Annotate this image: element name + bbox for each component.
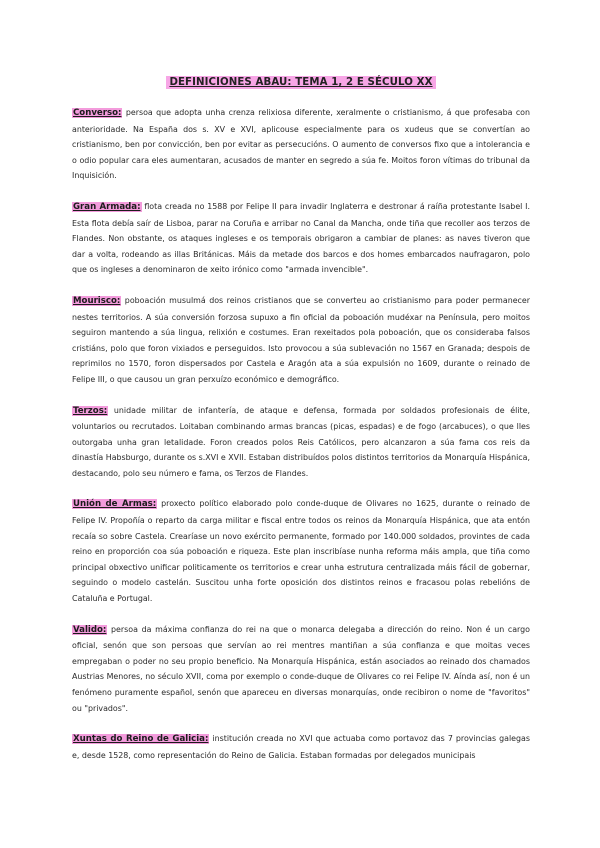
definition-text: unidade militar de infantería, de ataque e defensa, formada por soldados profesionais de élite, voluntarios ou recrutados. Loitaban combinando armas brancas (picas, espadas) e de fogo (arcabuces), o que lles outorgaba unha gran letalidade. Foron creados polos Reis Católicos, pero alcanzaron a súa fama cos reis da dinastía Habsburgo, durante os s.XVI e XVII. Estaban distribuídos polos distintos territorios da Monarquía Hispánica, destacando, polo seu número e fama, os Terzos de Flandes. [72, 405, 530, 478]
term-highlight: Terzos: [73, 405, 108, 416]
term-highlight: Unión de Armas: [73, 499, 157, 510]
entry-xuntas [72, 731, 530, 763]
definition-text: poboación musulmá dos reinos cristianos que se converteu ao cristianismo para poder permanecer nestes territorios. A súa conversión forzosa supuxo a fin oficial da poboación mudéxar na Península, pero moitos seguiron mantendo a súa lingua, relixión e costumes. Eran rexeitados pola poboación, que os consideraba falsos cristiáns, polo que foron vixiados e perseguidos. Isto provocou a súa sublevación no 1567 en Granada; despois de reprimilos no 1570, foron dispersados por Castela e Aragón ata a súa expulsión no 1609, durante o reinado de Felipe III, o que causou un gran perxuízo económico e demográfico. [72, 295, 530, 384]
entry-valido [72, 622, 530, 717]
term-highlight: Valido: [73, 624, 107, 635]
entry-gran-armada [72, 199, 530, 278]
entry-mourisco [72, 293, 530, 388]
term-highlight: Converso: [73, 108, 122, 118]
term-highlight: Mourisco: [73, 295, 121, 306]
definition-text: proxecto político elaborado polo conde-duque de Olivares no 1625, durante o reinado de Felipe IV. Propoñía o reparto da carga militar e fiscal entre todos os reinos da Monarquía Hispánica, que ata entón recaía so sobre Castela. Crearíase un novo exército permanente, formado por 140.000 soldados, provintes de cada reino en proporción coa súa poboación e riqueza. Este plan inscribíase nunha reforma máis ampla, que tiña como principal obxectivo unificar politicamente os territorios e crear unha estrutura centralizada máis fácil de gobernar, seguindo o modelo castelán. Suscitou unha forte oposición dos distintos reinos e fracasou polas rebelións de Cataluña e Portugal. [72, 499, 530, 604]
definition-text: persoa que adopta unha crenza relixiosa diferente, xeralmente o cristianismo, á que profesaba con anterioridade. Na España dos s. XV e XVI, aplicouse especialmente para os xudeus que se convertían ao cristianismo, ben por convicción, ben por evitar as persecucións. O aumento de conversos fixo que a intolerancia e o odio popular cara eles aumentaran, acusados de manter en segredo a súa fe. Moitos foron vítimas do tribunal da Inquisición. [72, 108, 530, 181]
definition-text: persoa da máxima confianza do rei na que o monarca delegaba a dirección do reino. Non é un cargo oficial, senón que son persoas que servían ao rei mentres mantiñan a súa confianza e que moitas veces empregaban o poder no seu propio beneficio. Na Monarquía Hispánica, están asociados ao reinado dos chamados Austrias Menores, no século XVII, coma por exemplo o conde-duque de Olivares co rei Felipe IV. Aínda así, non é un fenómeno puramente español, senón que apareceu en diversas monarquías, onde recibiron o nome de "favoritos" ou "privados". [72, 624, 530, 713]
term-highlight: Gran Armada: [73, 201, 141, 212]
definition-text: institución creada no XVI que actuaba como portavoz das 7 provincias galegas e, desde 1528, como representación do Reino de Galicia. Estaban formadas por delegados municipais [72, 734, 530, 760]
entry-terzos [72, 403, 530, 482]
page-title: DEFINICIONES ABAU: TEMA 1, 2 E SÉCULO XX [166, 76, 435, 89]
entry-union-de-armas [72, 496, 530, 606]
title-wrap [72, 70, 530, 89]
entry-converso [72, 105, 530, 184]
term-highlight: Xuntas do Reino de Galicia: [73, 734, 209, 745]
definition-text: flota creada no 1588 por Felipe II para invadir Inglaterra e destronar á raíña protestante Isabel I. Esta flota debía saír de Lisboa, parar na Coruña e arribar no Canal da Mancha, onde tiña que recoller aos terzos de Flandes. Non obstante, os ataques ingleses e os temporais obrigaron a cambiar de planes: as naves tiveron que dar a volta, rodeando as illas Británicas. Máis da metade dos barcos e dos homes embarcados naufragaron, polo que os ingleses a denominaron de xeito irónico como "armada invencible". [72, 201, 530, 275]
